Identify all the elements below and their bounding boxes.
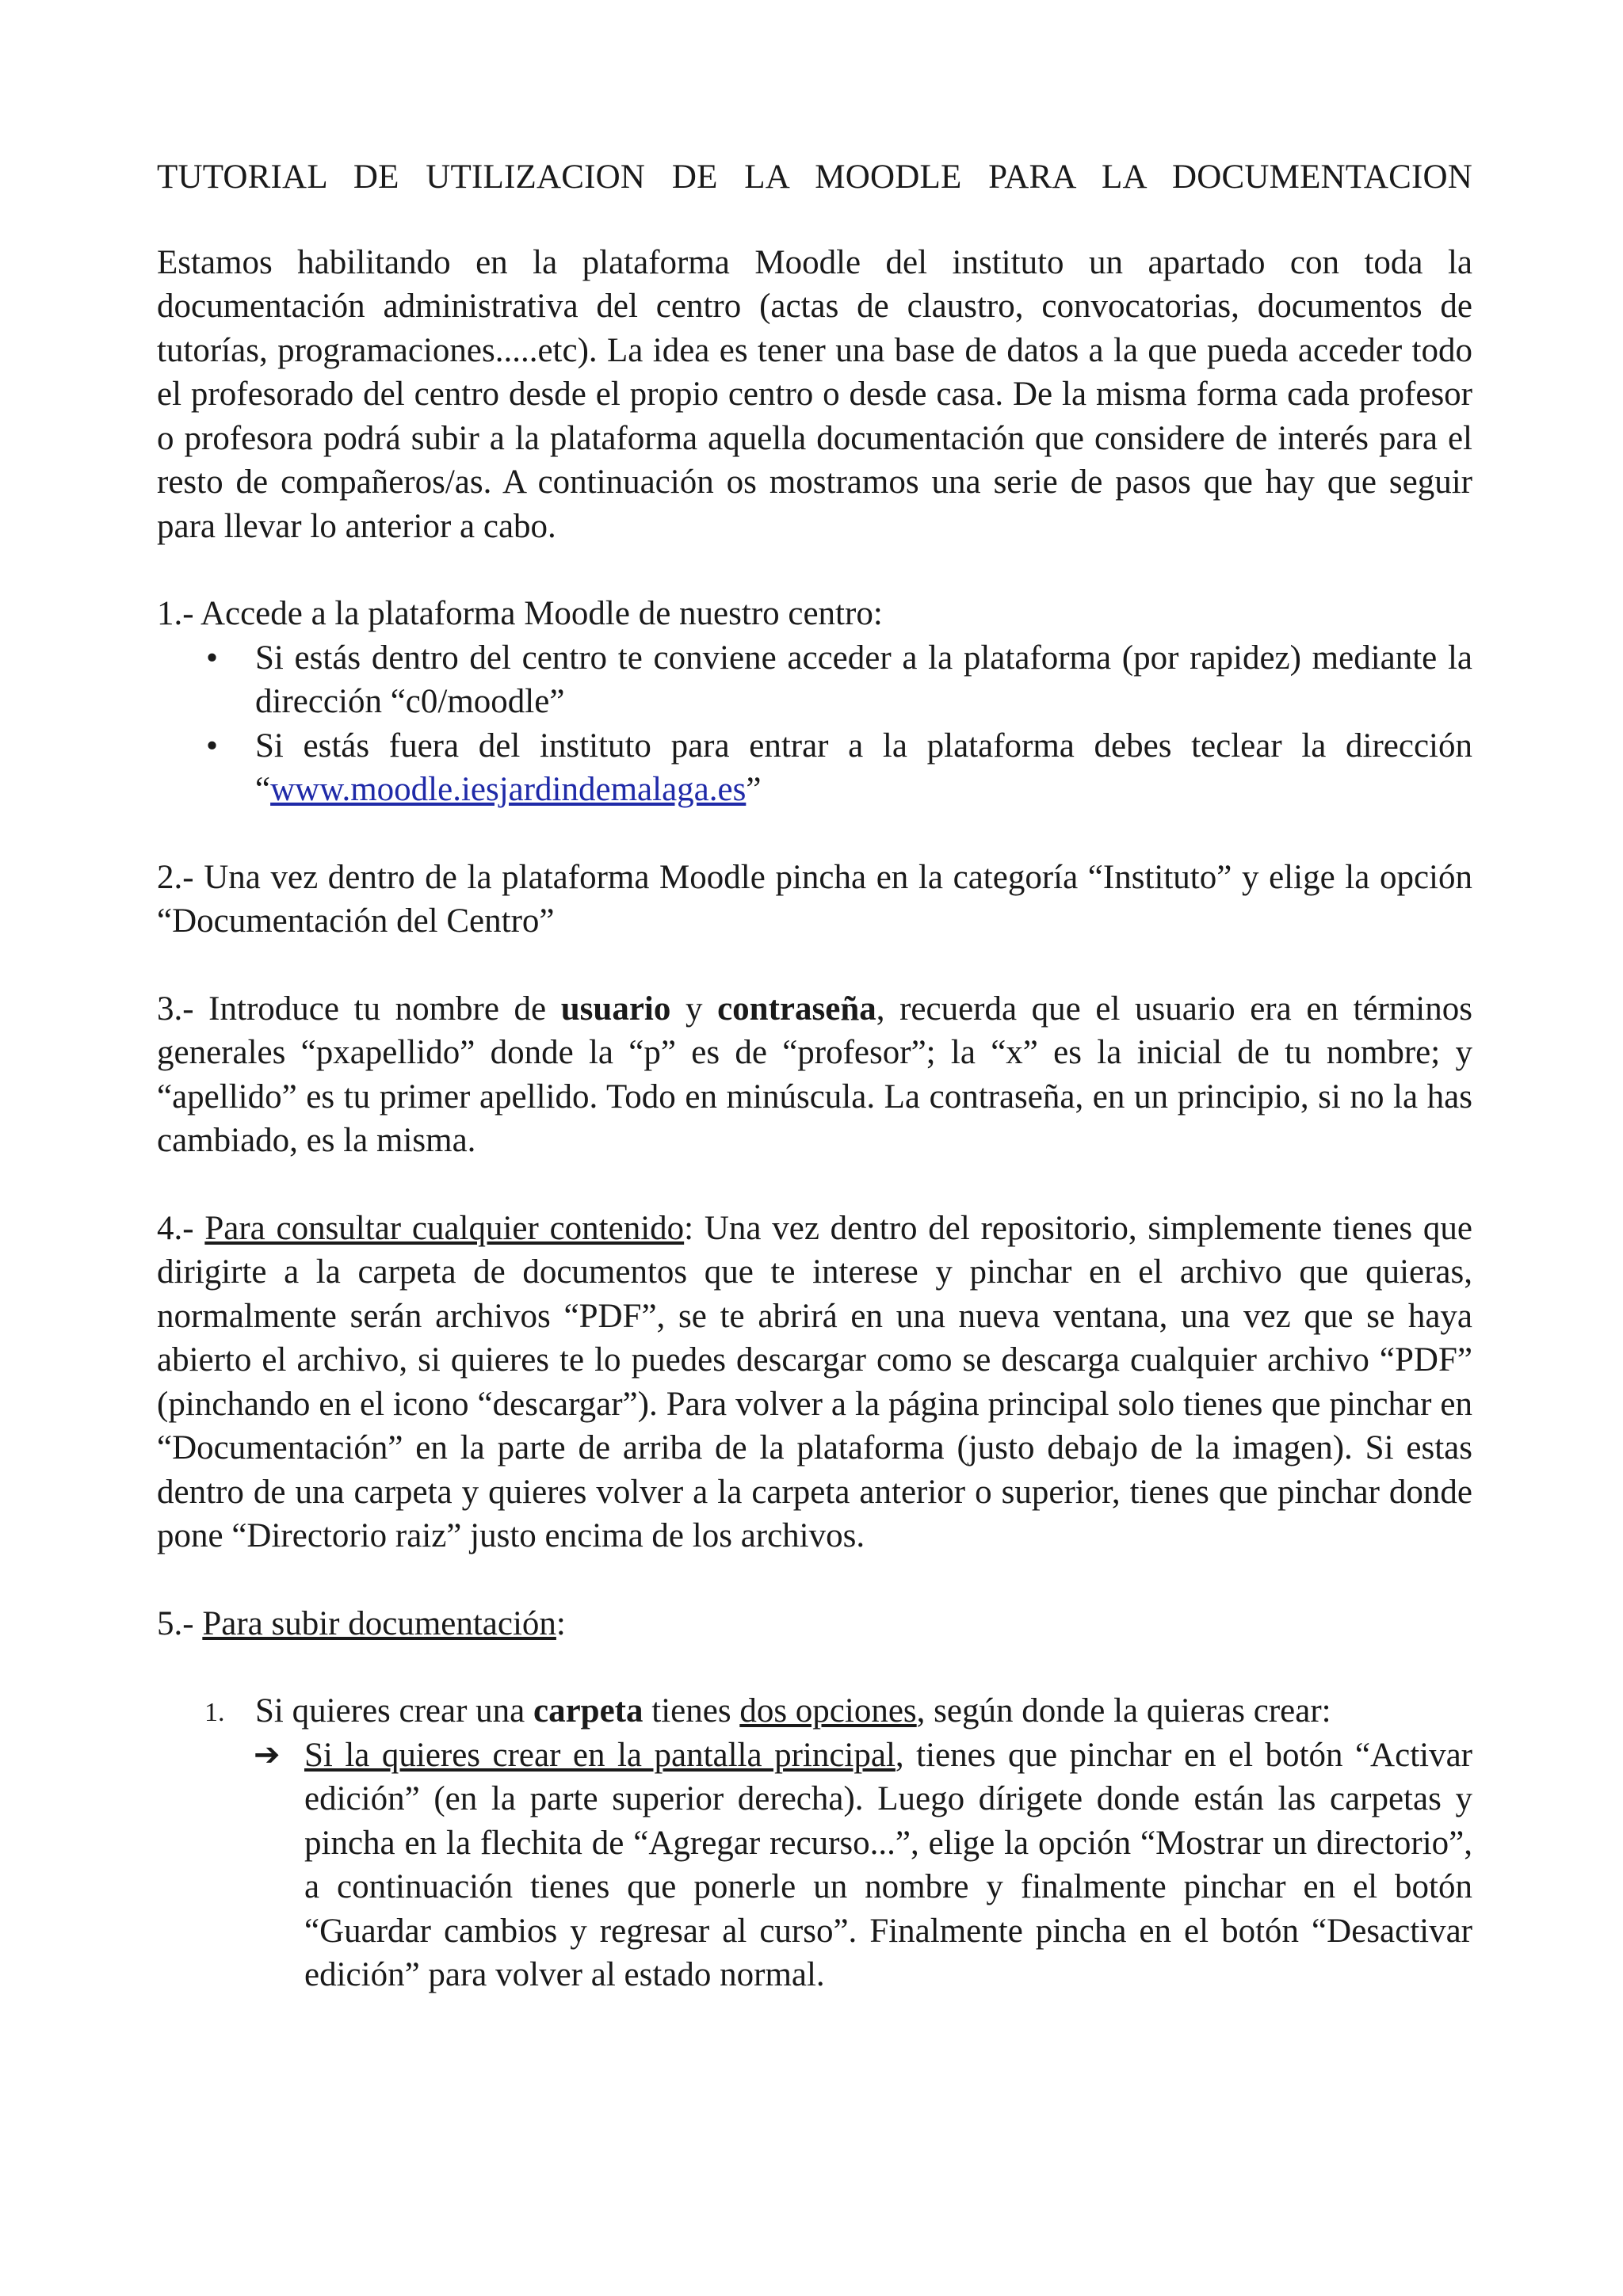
step5-item1-underlined: dos opciones: [739, 1692, 917, 1730]
step4-text: : Una vez dentro del repositorio, simplemente tienes que dirigirte a la carpeta de documentos que te interese y pinchar en el archivo que quieras, normalmente serán archivos “PDF”, se te abrirá en una nueva ventana, una vez que se haya abierto el archivo, si quieres te lo puedes descargar como se descarga cualquier archivo “PDF” (pinchando en el icono “descargar”). Para volver a la página principal solo tienes que pinchar en “Documentación” en la parte de arriba de la plataforma (justo debajo de la imagen). Si estas dentro de una carpeta y quieres volver a la carpeta anterior o superior, tienes que pinchar donde pone “Directorio raiz” justo encima de los archivos.: [157, 1209, 1472, 1554]
step3-paragraph: [157, 987, 1472, 1163]
step3-text-2: y: [670, 990, 718, 1028]
step3-bold-usuario: usuario: [560, 990, 671, 1028]
step1-bullet1-text: Si estás dentro del centro te conviene acceder a la plataforma (por rapidez) mediante la dirección “c0/moodle”: [255, 639, 1472, 720]
step5-item1-text-2: tienes: [643, 1692, 740, 1730]
step4-paragraph: [157, 1207, 1472, 1558]
step1-bullet2-text: Si estás fuera del instituto para entrar a la plataforma debes teclear la dirección “: [255, 727, 1472, 808]
step5-heading: [157, 1602, 1472, 1646]
step5-item1-text-3: , según donde la quieras crear:: [916, 1692, 1331, 1730]
document-page: [157, 155, 1472, 1997]
step3-text-1: 3.- Introduce tu nombre de: [157, 990, 561, 1028]
document-title: TUTORIAL DE UTILIZACION DE LA MOODLE PARA LA DOCUMENTACION: [157, 158, 1472, 196]
step5-subitem1-text: , tienes que pinchar en el botón “Activar edición” (en la parte superior derecha). Luego dírigete donde están las carpetas y pincha en la flechita de “Agregar recurso...”, elige la opción “Mostrar un directorio”, a continuación tienes que ponerle un nombre y finalmente pinchar en el botón “Guardar cambios y regresar al curso”. Finalmente pincha en el botón “Desactivar edición” para volver al estado normal.: [304, 1736, 1472, 1993]
bullet-icon: •: [206, 727, 219, 765]
step4-underlined-heading: Para consultar cualquier contenido: [204, 1209, 685, 1247]
step5-item1-bold-carpeta: carpeta: [533, 1692, 643, 1730]
item-number: 1.: [204, 1698, 225, 1727]
step3-text-3: , recuerda que el usuario era en términos generales “pxapellido” donde la “p” es de “profesor”; la “x” es la inicial de tu nombre; y “apellido” es tu primer apellido. Todo en minúscula. La contraseña, en un principio, si no la has cambiado, es la misma.: [157, 990, 1472, 1159]
step5-subitem1-underlined: Si la quieres crear en la pantalla principal: [304, 1736, 896, 1774]
step5-prefix: 5.-: [157, 1604, 203, 1642]
arrow-right-icon: ➔: [254, 1736, 281, 1773]
step4-prefix: 4.-: [157, 1209, 205, 1247]
step5-underlined-heading: Para subir documentación: [202, 1604, 556, 1642]
step5-item1-text-1: Si quieres crear una: [255, 1692, 534, 1730]
step5-suffix: :: [556, 1604, 566, 1642]
intro-paragraph: Estamos habilitando en la plataforma Moodle del instituto un apartado con toda la documentación administrativa del centro (actas de claustro, convocatorias, documentos de tutorías, programaciones.....etc). La idea es tener una base de datos a la que pueda acceder todo el profesorado del centro desde el propio centro o desde casa. De la misma forma cada profesor o profesora podrá subir a la plataforma aquella documentación que considere de interés para el resto de compañeros/as. A continuación os mostramos una serie de pasos que hay que seguir para llevar lo anterior a cabo.: [157, 243, 1472, 545]
step3-bold-contrasena: contraseña: [717, 990, 876, 1028]
list-item: [157, 636, 1472, 724]
step2-paragraph: 2.- Una vez dentro de la plataforma Moodle pincha en la categoría “Instituto” y elige la opción “Documentación del Centro”: [157, 858, 1472, 940]
step5-subitem1: [157, 1733, 1472, 1997]
step5-item1: [157, 1689, 1472, 1733]
bullet-icon: •: [206, 639, 219, 677]
moodle-url-link[interactable]: www.moodle.iesjardindemalaga.es: [270, 771, 747, 808]
list-item: [157, 724, 1472, 812]
step1-heading: 1.- Accede a la plataforma Moodle de nuestro centro:: [157, 595, 883, 632]
step1-bullet2-close-quote: ”: [746, 771, 762, 808]
step1-bullet-list: [157, 636, 1472, 812]
